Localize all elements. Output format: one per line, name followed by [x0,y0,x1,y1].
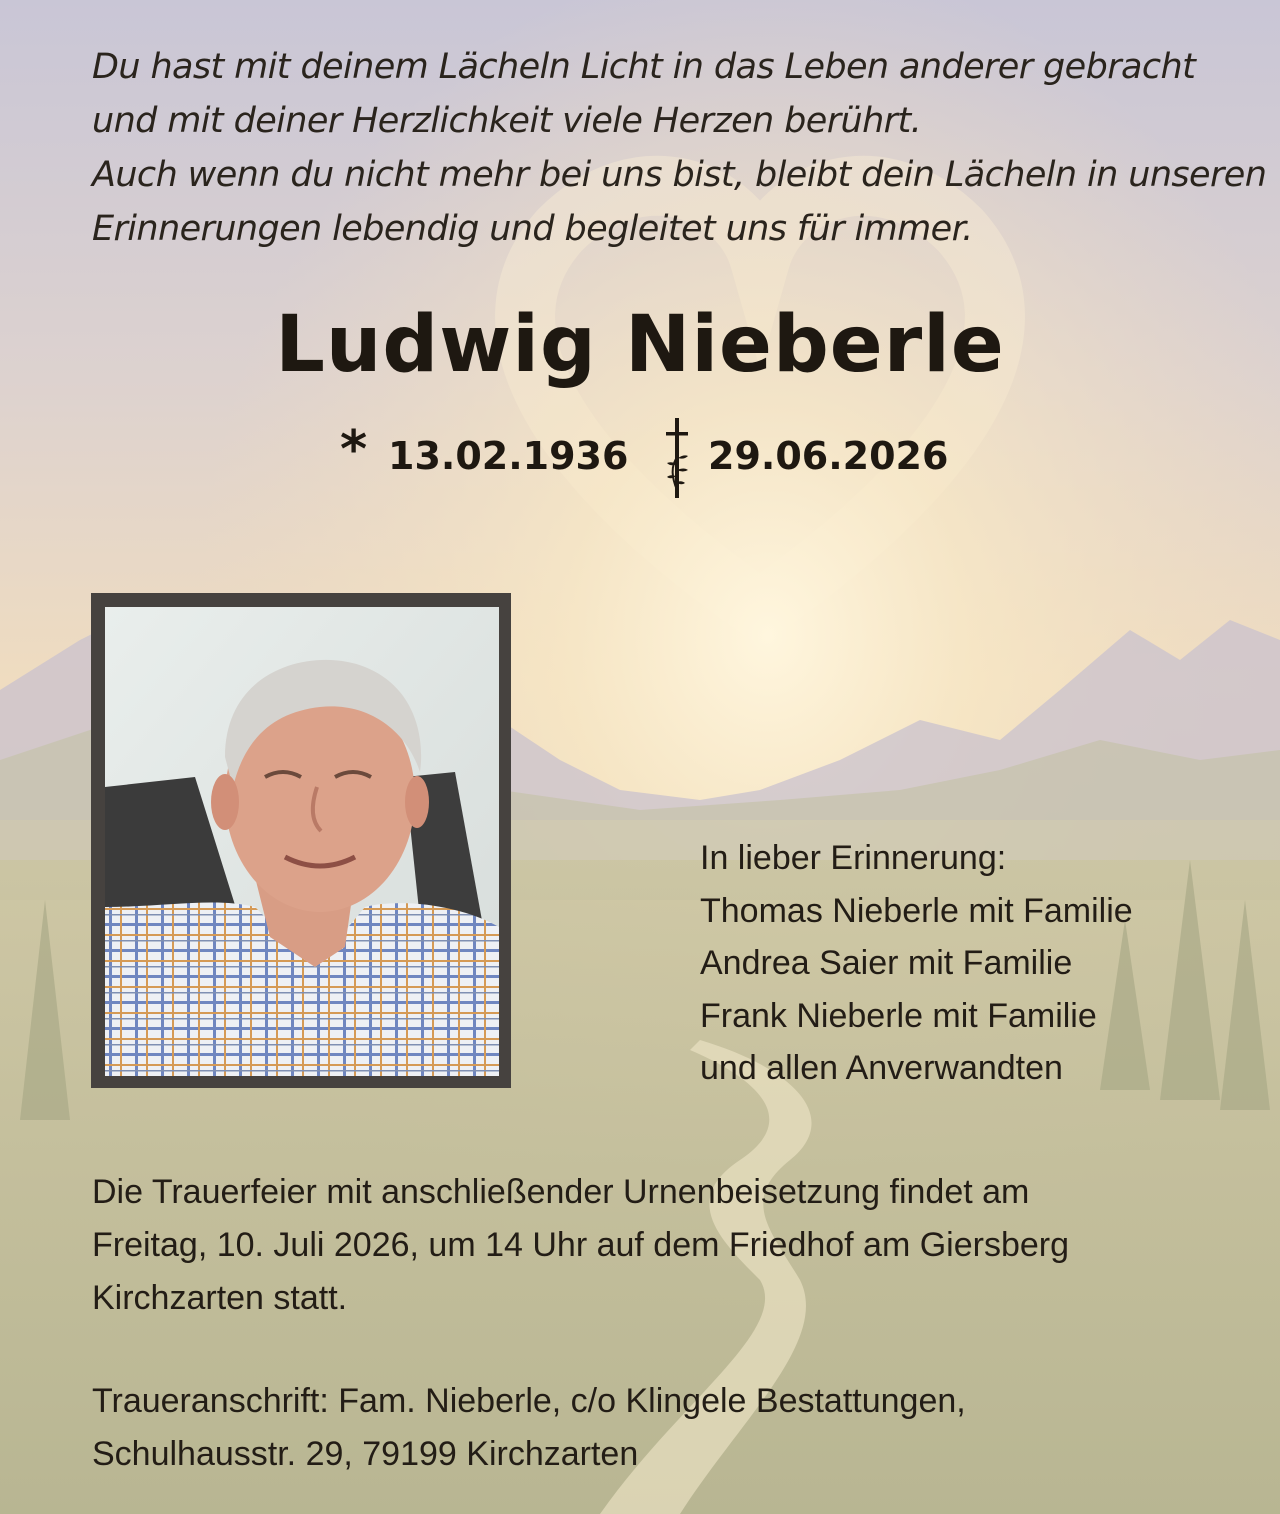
birth-date: 13.02.1936 [388,434,629,478]
mourning-address [92,1375,966,1481]
mourners-list [700,832,1133,1095]
ceremony-line: Die Trauerfeier mit anschließender Urnenbeisetzung findet am [92,1173,1030,1211]
cross-with-palm-icon [658,418,698,502]
ceremony-line: Freitag, 10. Juli 2026, um 14 Uhr auf dem Friedhof am Giersberg [92,1226,1070,1264]
poem-line: und mit deiner Herzlichkeit viele Herzen berührt. [92,101,922,141]
mourners-line: Andrea Saier mit Familie [700,944,1073,982]
poem-line: Erinnerungen lebendig und begleitet uns für immer. [92,209,973,249]
portrait-frame [91,593,511,1088]
birth-star-icon: * [340,420,368,480]
portrait-photo [105,607,499,1076]
poem-line: Du hast mit deinem Lächeln Licht in das Leben anderer gebracht [92,47,1196,87]
poem-line: Auch wenn du nicht mehr bei uns bist, bleibt dein Lächeln in unseren [92,155,1267,195]
mourners-line: In lieber Erinnerung: [700,839,1007,877]
ceremony-line: Kirchzarten statt. [92,1279,348,1317]
ceremony-notice [92,1166,1069,1325]
life-dates [340,418,960,498]
mourners-line: Frank Nieberle mit Familie [700,996,1097,1035]
mourners-line: und allen Anverwandten [700,1049,1063,1087]
death-date: 29.06.2026 [708,434,949,478]
memorial-poem [92,40,1267,256]
mourners-line: Thomas Nieberle mit Familie [700,891,1133,930]
address-line: Traueranschrift: Fam. Nieberle, c/o Klingele Bestattungen, [92,1382,966,1420]
deceased-name: Ludwig Nieberle [275,300,1005,390]
address-line: Schulhausstr. 29, 79199 Kirchzarten [92,1435,639,1473]
